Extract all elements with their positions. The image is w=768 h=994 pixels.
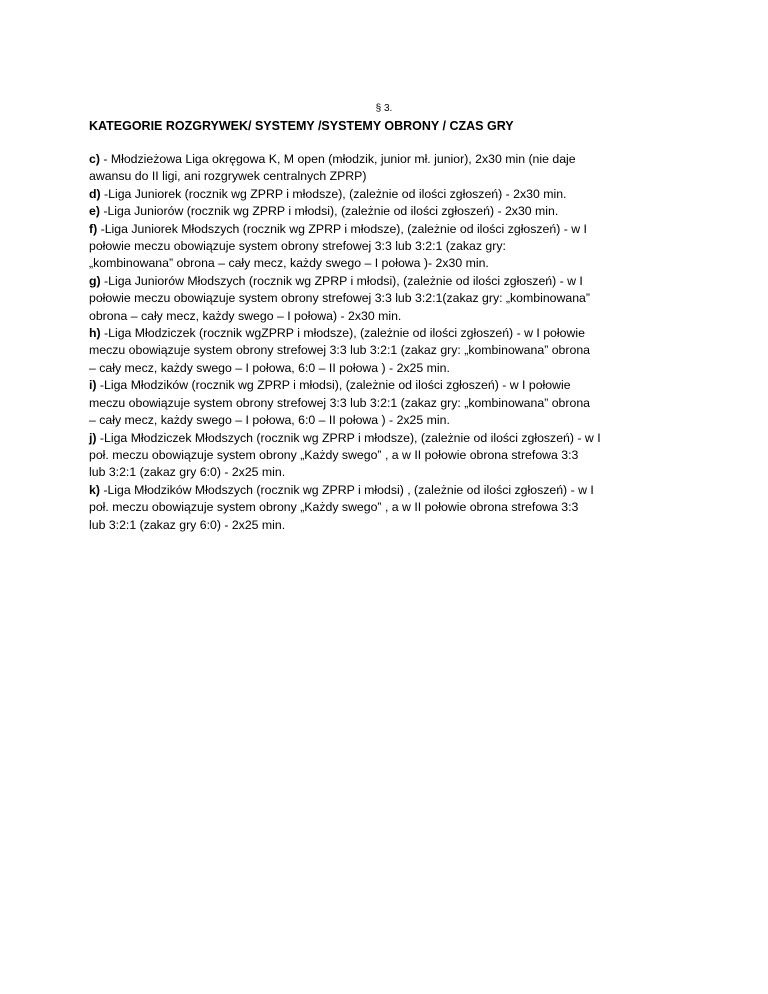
entry-line: poł. meczu obowiązuje system obrony „Każdy swego” , a w II połowie obrona strefowa 3:3 [89, 447, 579, 462]
entry-text: -Liga Młodziczek (rocznik wgZPRP i młodsze), (zależnie od ilości zgłoszeń) - w I połowie [100, 326, 585, 341]
entry-text: -Liga Młodziczek Młodszych (rocznik wg ZPRP i młodsze), (zależnie od ilości zgłoszeń) - w I [96, 430, 601, 445]
section-heading: KATEGORIE ROZGRYWEK/ SYSTEMY /SYSTEMY OBRONY / CZAS GRY [89, 119, 514, 133]
entry-line: – cały mecz, każdy swego – I połowa, 6:0 – II połowa ) - 2x25 min. [89, 360, 450, 375]
category-entry-j [89, 430, 689, 482]
entry-line [89, 151, 689, 168]
entry-text: -Liga Juniorów (rocznik wg ZPRP i młodsi), (zależnie od ilości zgłoszeń) - 2x30 min. [99, 204, 559, 219]
entry-line: meczu obowiązuje system obrony strefowej 3:3 lub 3:2:1 (zakaz gry: „kombinowana” obrona [89, 395, 591, 410]
entry-line: połowie meczu obowiązuje system obrony strefowej 3:3 lub 3:2:1(zakaz gry: „kombinowana” [89, 291, 590, 306]
category-entry-k [89, 482, 689, 534]
entry-line [89, 325, 689, 342]
entry-line: lub 3:2:1 (zakaz gry 6:0) - 2x25 min. [89, 465, 286, 480]
entry-text: -Liga Młodzików Młodszych (rocznik wg ZPRP i młodsi) , (zależnie od ilości zgłoszeń) - w I [99, 482, 594, 497]
entry-text: -Liga Juniorek (rocznik wg ZPRP i młodsze), (zależnie od ilości zgłoszeń) - 2x30 min. [100, 186, 567, 201]
entry-letter: h) [89, 326, 101, 341]
entry-letter: i) [89, 378, 97, 393]
entry-line: poł. meczu obowiązuje system obrony „Każdy swego” , a w II połowie obrona strefowa 3:3 [89, 500, 579, 515]
entry-line: „kombinowana” obrona – cały mecz, każdy swego – I połowa )- 2x30 min. [89, 256, 489, 271]
section-number: § 3. [375, 103, 393, 114]
category-list [89, 151, 689, 534]
category-entry-i [89, 377, 689, 429]
entry-line: połowie meczu obowiązuje system obrony strefowej 3:3 lub 3:2:1 (zakaz gry: [89, 239, 506, 254]
entry-letter: j) [89, 430, 97, 445]
entry-text: -Liga Juniorów Młodszych (rocznik wg ZPRP i młodsi), (zależnie od ilości zgłoszeń) - w I [100, 273, 583, 288]
entry-line [89, 221, 689, 238]
entry-letter: e) [89, 204, 100, 219]
entry-line [89, 430, 689, 447]
category-entry-g [89, 273, 689, 325]
entry-line: – cały mecz, każdy swego – I połowa, 6:0 – II połowa ) - 2x25 min. [89, 413, 450, 428]
entry-letter: d) [89, 186, 101, 201]
entry-line [89, 273, 689, 290]
entry-text: -Liga Juniorek Młodszych (rocznik wg ZPRP i młodsze), (zależnie od ilości zgłoszeń) - w I [97, 221, 587, 236]
entry-line: lub 3:2:1 (zakaz gry 6:0) - 2x25 min. [89, 517, 286, 532]
category-entry-c [89, 151, 689, 186]
entry-text: -Liga Młodzików (rocznik wg ZPRP i młodsi), (zależnie od ilości zgłoszeń) - w I połowie [96, 378, 571, 393]
entry-line [89, 482, 689, 499]
entry-text: - Młodzieżowa Liga okręgowa K, M open (młodzik, junior mł. junior), 2x30 min (nie daje [99, 152, 576, 166]
category-entry-f [89, 221, 689, 273]
entry-line [89, 203, 689, 220]
entry-line [89, 186, 689, 203]
category-entry-d [89, 186, 689, 203]
entry-letter: f) [89, 221, 98, 236]
entry-letter: c) [89, 152, 100, 166]
entry-line: meczu obowiązuje system obrony strefowej 3:3 lub 3:2:1 (zakaz gry: „kombinowana” obrona [89, 343, 591, 358]
category-entry-e [89, 203, 689, 220]
entry-line: awansu do II ligi, ani rozgrywek centralnych ZPRP) [89, 169, 367, 184]
entry-line: obrona – cały mecz, każdy swego – I połowa) - 2x30 min. [89, 308, 402, 323]
entry-letter: g) [89, 273, 101, 288]
entry-letter: k) [89, 482, 100, 497]
category-entry-h [89, 325, 689, 377]
entry-line [89, 377, 689, 394]
